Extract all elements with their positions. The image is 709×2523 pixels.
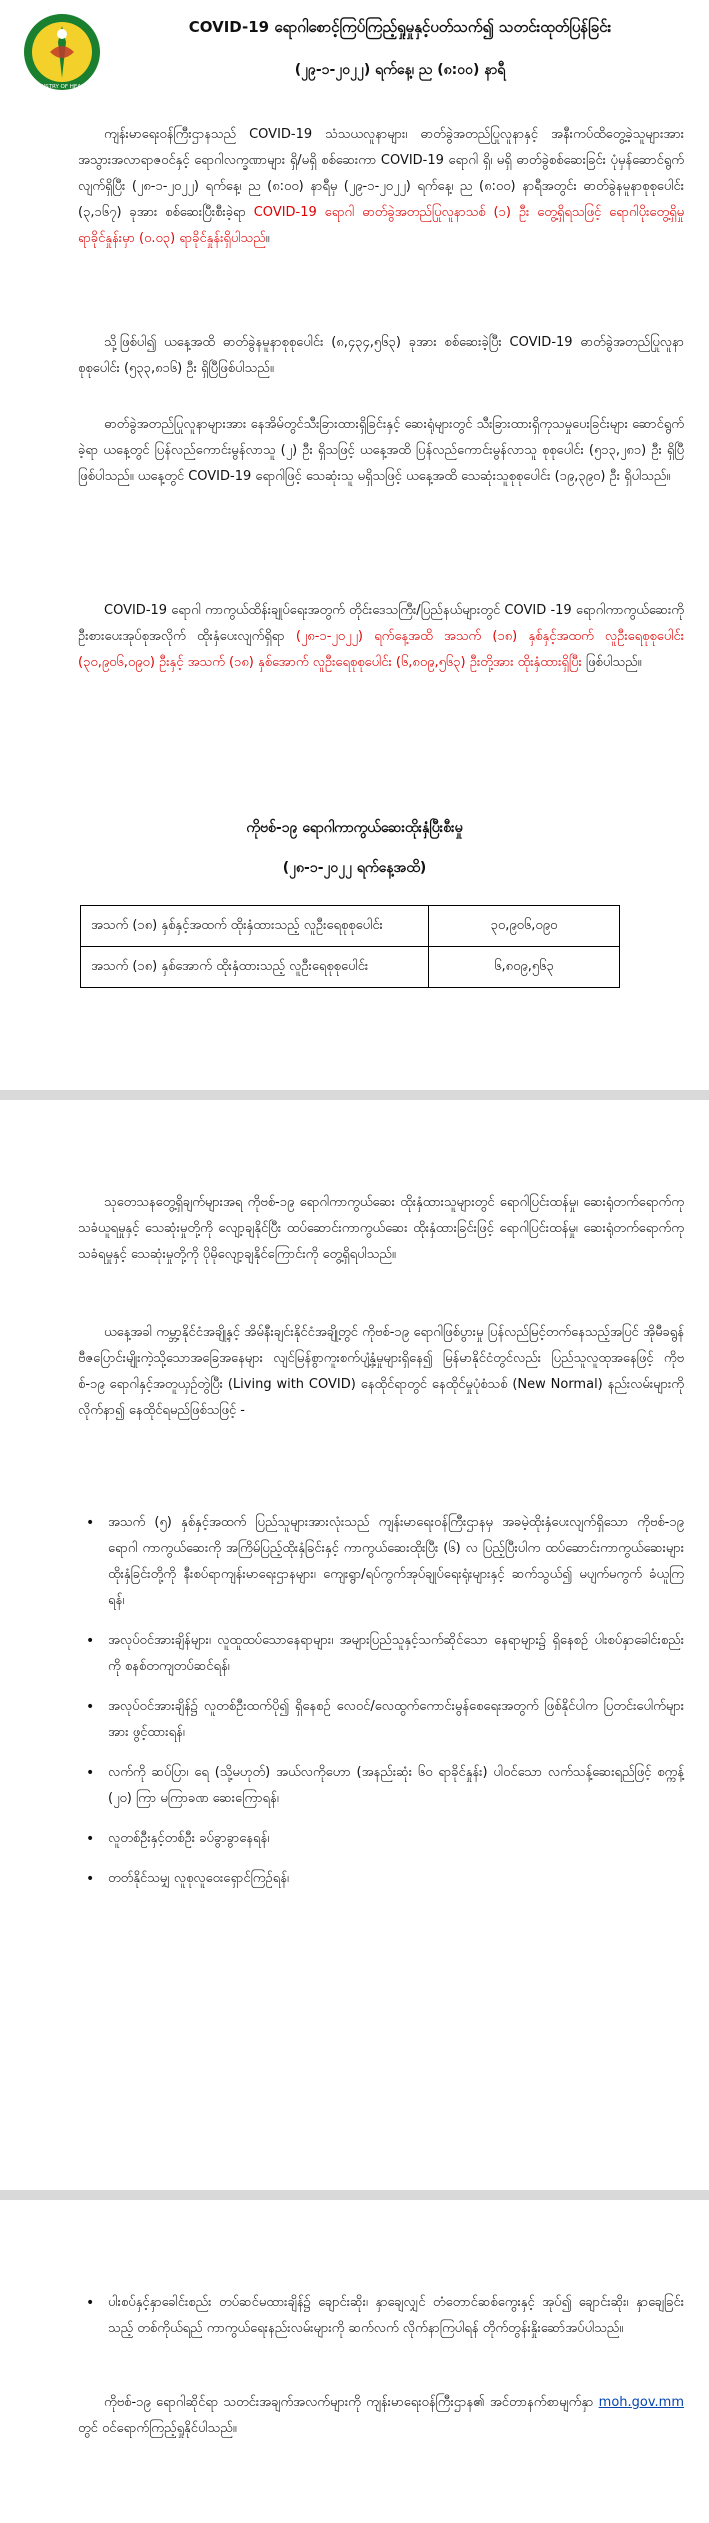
- list-item: • ပါးစပ်နှင့်နှာခေါင်းစည်း တပ်ဆင်မထားချိန်၌ ချောင်းဆိုး၊ နှာချေလျှင် တံတောင်ဆစ်ကွေးနှင့် အုပ်၍ ချောင်းဆိုး၊ နှာချေခြင်းသည့် တစ်ကိုယ်ရည် ကာကွယ်ရေးနည်းလမ်းများကို ဆက်လက် လိုက်နာကြပါရန် တိုက်တွန်းနှိုးဆော်အပ်ပါသည်။: [86, 2295, 684, 2336]
- page-3: [0, 2200, 709, 2523]
- list-item: • အလုပ်ဝင်အားချိန်များ၊ လူထူထပ်သောနေရာများ၊ အများပြည်သူနှင့်သက်ဆိုင်သော နေရာများ၌ ရှိနေစဉ် ပါးစပ်နှာခေါင်းစည်းကို စနစ်တကျတပ်ဆင်ရန်၊: [86, 1633, 684, 1674]
- guidance-list: [78, 1510, 684, 1906]
- svg-text:MINISTRY OF HEALTH: MINISTRY OF HEALTH: [33, 84, 91, 90]
- vaccination-table-date: (၂၈-၁-၂၀၂၂ ရက်နေ့အထိ): [282, 860, 427, 876]
- paragraph-closing: ကိုဗစ်-၁၉ ရောဂါဆိုင်ရာ သတင်းအချက်အလက်များကို ကျန်းမာရေးဝန်ကြီးဌာန၏ အင်တာနက်စာမျက်နှာ moh.gov.mm တွင် ဝင်ရောက်ကြည့်ရှုနိုင်ပါသည်။: [78, 2395, 684, 2436]
- document-title: COVID-19 ရောဂါစောင့်ကြပ်ကြည့်ရှုမှုနှင့်ပတ်သက်၍ သတင်းထုတ်ပြန်ခြင်း: [188, 18, 612, 36]
- table-row: [81, 906, 620, 947]
- paragraph-vaccination: COVID-19 ရောဂါ ကာကွယ်ထိန်းချုပ်ရေးအတွက် တိုင်းဒေသကြီး/ပြည်နယ်များတွင် COVID -19 ရောဂါကာကွယ်ဆေးကို ဦးစားပေးအုပ်စုအလိုက် ထိုးနှံပေးလျက်ရှိရာ (၂၈-၁-၂၀၂၂) ရက်နေ့အထိ အသက် (၁၈) နှစ်နှင့်အထက် လူဦးရေစုစုပေါင်း (၃၀,၉၀၆,၀၉၀) ဦးနှင့် အသက် (၁၈) နှစ်အောက် လူဦးရေစုစုပေါင်း (၆,၈၀၉,၅၆၃) ဦးတို့အား ထိုးနှံထားရှိပြီး ဖြစ်ပါသည်။: [78, 603, 684, 670]
- list-item: • တတ်နိုင်သမျှ လူစုလူဝေးရှောင်ကြဉ်ရန်၊: [86, 1871, 289, 1887]
- list-item: • လူတစ်ဦးနှင့်တစ်ဦး ခပ်ခွာခွာနေရန်၊: [86, 1831, 270, 1847]
- document-date: (၂၉-၁-၂၀၂၂) ရက်နေ့၊ ည (၈:၀၀) နာရီ: [294, 62, 506, 78]
- table-cell-value: ၃၀,၉၀၆,၀၉၀: [429, 906, 620, 947]
- page-1: [0, 0, 709, 1090]
- page-2: [0, 1100, 709, 2190]
- ministry-of-health-logo: [22, 12, 102, 92]
- vaccination-highlight: (၂၈-၁-၂၀၂၂) ရက်နေ့အထိ အသက် (၁၈) နှစ်နှင့်အထက် လူဦးရေစုစုပေါင်း (၃၀,၉၀၆,၀၉၀) ဦးနှင့် အသက် (၁၈) နှစ်အောက် လူဦးရေစုစုပေါင်း (၆,၈၀၉,၅၆၃) ဦးတို့အား ထိုးနှံထားရှိပြီး: [78, 629, 684, 670]
- list-item: • လက်ကို ဆပ်ပြာ၊ ရေ (သို့မဟုတ်) အယ်လကိုဟော (အနည်းဆုံး ၆၀ ရာခိုင်နှုန်း) ပါဝင်သော လက်သန့်ဆေးရည်ဖြင့် စက္ကန့် (၂၀) ကြာ မကြာခဏ ဆေးကြောရန်၊: [86, 1765, 684, 1806]
- table-cell-value: ၆,၈၀၉,၅၆၃: [429, 947, 620, 988]
- list-item: • အသက် (၅) နှစ်နှင့်အထက် ပြည်သူများအားလုံးသည် ကျန်းမာရေးဝန်ကြီးဌာနမှ အခမဲ့ထိုးနှံပေးလျက်ရှိသော ကိုဗစ်-၁၉ ရောဂါ ကာကွယ်ဆေးကို အကြိမ်ပြည့်ထိုးနှံခြင်းနှင့် ကာကွယ်ဆေးထိုးပြီး (၆) လ ပြည့်ပြီးပါက ထပ်ဆောင်းကာကွယ်ဆေးများ ထိုးနှံခြင်းတို့ကို နီးစပ်ရာကျန်းမာရေးဌာနများ၊ ကျေးရွာ/ရပ်ကွက်အုပ်ချုပ်ရေးရုံးများနှင့် ဆက်သွယ်၍ မပျက်မကွက် ခံယူကြရန်၊: [86, 1515, 684, 1608]
- vaccination-table-title: ကိုဗစ်-၁၉ ရောဂါကာကွယ်ဆေးထိုးနှံပြီးစီးမှု: [246, 820, 463, 836]
- list-item: • အလုပ်ဝင်အားချိန်၌ လူတစ်ဦးထက်ပို၍ ရှိနေစဉ် လေဝင်/လေထွက်ကောင်းမွန်စေရေးအတွက် ဖြစ်နိုင်ပါက ပြတင်းပေါက်များအား ဖွင့်ထားရန်၊: [86, 1699, 684, 1740]
- document-header: [0, 0, 709, 110]
- paragraph-testing-results: ကျန်းမာရေးဝန်ကြီးဌာနသည် COVID-19 သံသယလူနာများ၊ ဓာတ်ခွဲအတည်ပြုလူနာနှင့် အနီးကပ်ထိတွေ့ခဲ့သူများအား အသွားအလာရာဇဝင်နှင့် ရောဂါလက္ခဏာများ ရှိ/မရှိ စစ်ဆေးကာ COVID-19 ရောဂါ ရှိ၊ မရှိ ဓာတ်ခွဲစစ်ဆေးခြင်း ပုံမှန်ဆောင်ရွက်လျက်ရှိပြီး (၂၈-၁-၂၀၂၂) ရက်နေ့၊ ည (၈:၀၀) နာရီမှ (၂၉-၁-၂၀၂၂) ရက်နေ့၊ ည (၈:၀၀) နာရီအတွင်း ဓာတ်ခွဲနမူနာစုစုပေါင်း (၃,၁၆၇) ခုအား စစ်ဆေးပြီးစီးခဲ့ရာ COVID-19 ရောဂါ ဓာတ်ခွဲအတည်ပြုလူနာသစ် (၁) ဦး တွေ့ရှိရသဖြင့် ရောဂါပိုးတွေ့ရှိမှု ရာခိုင်နှုန်းမှာ (၀.၀၃) ရာခိုင်နှုန်းရှိပါသည်။: [78, 127, 684, 246]
- paragraph-totals: သို့ဖြစ်ပါ၍ ယနေ့အထိ ဓာတ်ခွဲနမူနာစုစုပေါင်း (၈,၄၃၄,၅၆၃) ခုအား စစ်ဆေးခဲ့ပြီး COVID-19 ဓာတ်ခွဲအတည်ပြုလူနာ စုစုပေါင်း (၅၃၃,၈၁၆) ဦး ရှိပြီဖြစ်ပါသည်။: [78, 335, 684, 376]
- paragraph-research-findings: သုတေသနတွေ့ရှိချက်များအရ ကိုဗစ်-၁၉ ရောဂါကာကွယ်ဆေး ထိုးနှံထားသူများတွင် ရောဂါပြင်းထန်မှု၊ ဆေးရုံတက်ရောက်ကုသခံယူရမှုနှင့် သေဆုံးမှုတို့ကို လျော့ချနိုင်ပြီး ထပ်ဆောင်းကာကွယ်ဆေး ထိုးနှံထားခြင်းဖြင့် ရောဂါပြင်းထန်မှု၊ ဆေးရုံတက်ရောက်ကုသခံရမှုနှင့် သေဆုံးမှုတို့ကို ပိုမိုလျော့ချနိုင်ကြောင်းကို တွေ့ရှိရပါသည်။: [78, 1195, 684, 1262]
- new-cases-highlight: COVID-19 ရောဂါ ဓာတ်ခွဲအတည်ပြုလူနာသစ် (၁) ဦး တွေ့ရှိရသဖြင့် ရောဂါပိုးတွေ့ရှိမှု ရာခိုင်နှုန်းမှာ (၀.၀၃) ရာခိုင်နှုန်းရှိပါသည်: [78, 205, 684, 246]
- table-cell-label: အသက် (၁၈) နှစ်အောက် ထိုးနှံထားသည့် လူဦးရေစုစုပေါင်း: [81, 947, 429, 988]
- paragraph-recovery-deaths: ဓာတ်ခွဲအတည်ပြုလူနာများအား နေအိမ်တွင်သီးခြားထားရှိခြင်းနှင့် ဆေးရုံများတွင် သီးခြားထားရှိကုသမှုပေးခြင်းများ ဆောင်ရွက်ခဲ့ရာ ယနေ့တွင် ပြန်လည်ကောင်းမွန်လာသူ (၂) ဦး ရှိသဖြင့် ယနေ့အထိ ပြန်လည်ကောင်းမွန်လာသူ စုစုပေါင်း (၅၁၃,၂၈၁) ဦး ရှိပြီဖြစ်ပါသည်။ ယနေ့တွင် COVID-19 ရောဂါဖြင့် သေဆုံးသူ မရှိသဖြင့် ယနေ့အထိ သေဆုံးသူစုစုပေါင်း (၁၉,၃၉၀) ဦး ရှိပါသည်။: [78, 417, 684, 484]
- paragraph-living-with-covid: ယနေ့အခါ ကမ္ဘာ့နိုင်ငံအချို့နှင့် အိမ်နီးချင်းနိုင်ငံအချို့တွင် ကိုဗစ်-၁၉ ရောဂါဖြစ်ပွားမှု ပြန်လည်မြင့်တက်နေသည့်အပြင် အိုမီခရွန်ဗီဇပြောင်းမျိုးကဲ့သို့သောအခြေအနေများ လျင်မြန်စွာကူးစက်ပျံ့နှံ့မှုများရှိနေ၍ မြန်မာနိုင်ငံတွင်လည်း ပြည်သူလူထုအနေဖြင့် ကိုဗစ်-၁၉ ရောဂါနှင့်အတူယှဉ်တွဲပြီး (Living with COVID) နေထိုင်ရာတွင် နေထိုင်မှုပုံစံသစ် (New Normal) နည်းလမ်းများကို လိုက်နာ၍ နေထိုင်ရမည်ဖြစ်သဖြင့် -: [78, 1325, 684, 1418]
- table-cell-label: အသက် (၁၈) နှစ်နှင့်အထက် ထိုးနှံထားသည့် လူဦးရေစုစုပေါင်း: [81, 906, 429, 947]
- moh-website-link[interactable]: moh.gov.mm: [598, 2395, 684, 2410]
- vaccination-table: [80, 905, 620, 988]
- table-row: [81, 947, 620, 988]
- guidance-list-continued: [78, 2290, 684, 2356]
